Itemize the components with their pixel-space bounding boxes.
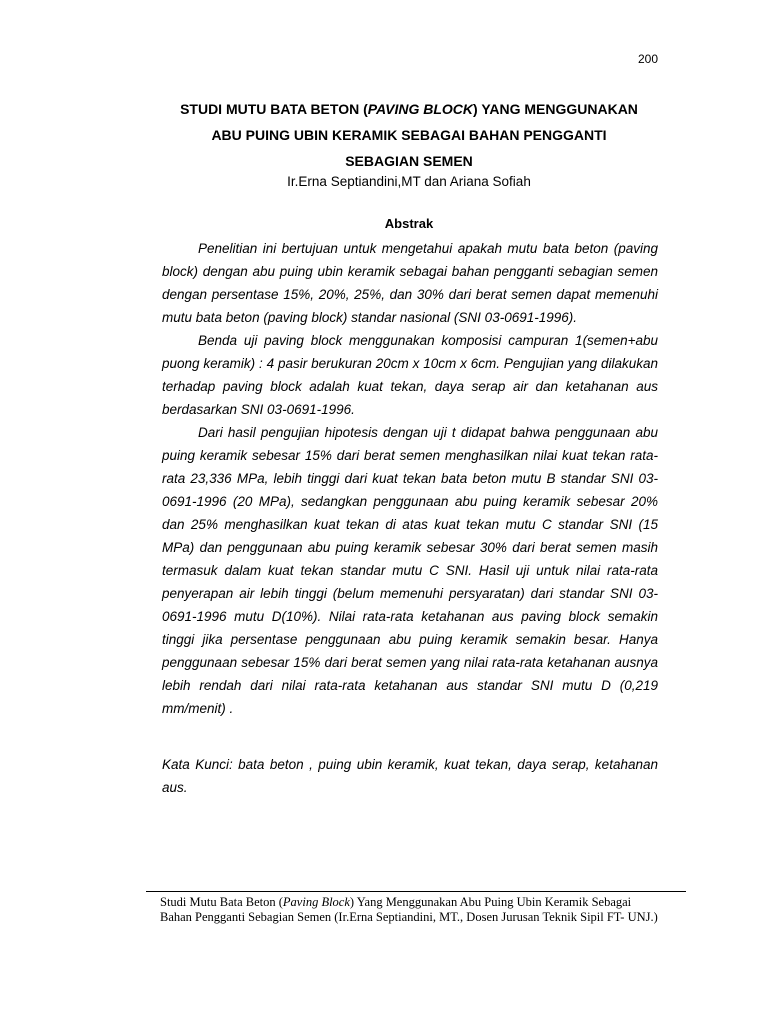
abstract-heading: Abstrak <box>384 216 434 231</box>
abstract-paragraph: Dari hasil pengujian hipotesis dengan uji t didapat bahwa penggunaan abu puing keramik sebesar 15% dari berat semen menghasilkan nilai kuat tekan rata-rata 23,336 MPa, lebih tinggi dari kuat tekan bata beton mutu B standar SNI 03-0691-1996 (20 MPa), sedangkan penggunaan abu puing keramik sebesar 20% dan 25% menghasilkan kuat tekan di atas kuat tekan mutu C standar SNI (15 MPa) dan penggunaan abu puing keramik sebesar 30% dari berat semen masih termasuk dalam kuat tekan standar mutu C SNI. Hasil uji untuk nilai rata-rata penyerapan air lebih tinggi (belum memenuhi persyaratan) dari standar SNI 03-0691-1996 mutu D(10%). Nilai rata-rata ketahanan aus paving block semakin tinggi jika persentase penggunaan abu puing keramik semakin besar. Hanya penggunaan sebesar 15% dari berat semen yang nilai rata-rata ketahanan ausnya lebih rendah dari nilai rata-rata ketahanan aus standar SNI mutu D (0,219 mm/menit) . <box>162 425 658 716</box>
title-line-1 <box>160 96 658 122</box>
abstract-body <box>162 237 658 720</box>
title-line-1-pre: STUDI MUTU BATA BETON ( <box>180 101 368 117</box>
abstract-paragraph: Benda uji paving block menggunakan komposisi campuran 1(semen+abu puong keramik) : 4 pasir berukuran 20cm x 10cm x 6cm. Pengujian yang dilakukan terhadap paving block adalah kuat tekan, daya serap air dan ketahanan aus berdasarkan SNI 03-0691-1996. <box>162 333 658 417</box>
footnote <box>160 895 660 925</box>
footnote-divider <box>146 891 686 892</box>
authors: Ir.Erna Septiandini,MT dan Ariana Sofiah <box>287 174 531 189</box>
footnote-post: ) Yang Menggunakan Abu Puing Ubin Keramik Sebagai Bahan Pengganti Sebagian Semen (Ir.Erna Septiandini, MT., Dosen Jurusan Teknik Sipil FT- UNJ.) <box>160 895 658 924</box>
paper-title <box>160 96 658 174</box>
title-line-1-italic: PAVING BLOCK <box>367 101 474 117</box>
keywords: Kata Kunci: bata beton , puing ubin keramik, kuat tekan, daya serap, ketahanan aus. <box>162 757 658 795</box>
footnote-pre: Studi Mutu Bata Beton ( <box>160 895 283 909</box>
title-line-3: SEBAGIAN SEMEN <box>345 153 473 169</box>
abstract-paragraph: Penelitian ini bertujuan untuk mengetahui apakah mutu bata beton (paving block) dengan abu puing ubin keramik sebagai bahan pengganti sebagian semen dengan persentase 15%, 20%, 25%, dan 30% dari berat semen dapat memenuhi mutu bata beton (paving block) standar nasional (SNI 03-0691-1996). <box>162 241 658 325</box>
page-number: 200 <box>637 52 658 66</box>
title-line-2: ABU PUING UBIN KERAMIK SEBAGAI BAHAN PENGGANTI <box>211 127 607 143</box>
title-line-1-post: ) YANG MENGGUNAKAN <box>473 101 638 117</box>
footnote-italic: Paving Block <box>282 895 350 909</box>
